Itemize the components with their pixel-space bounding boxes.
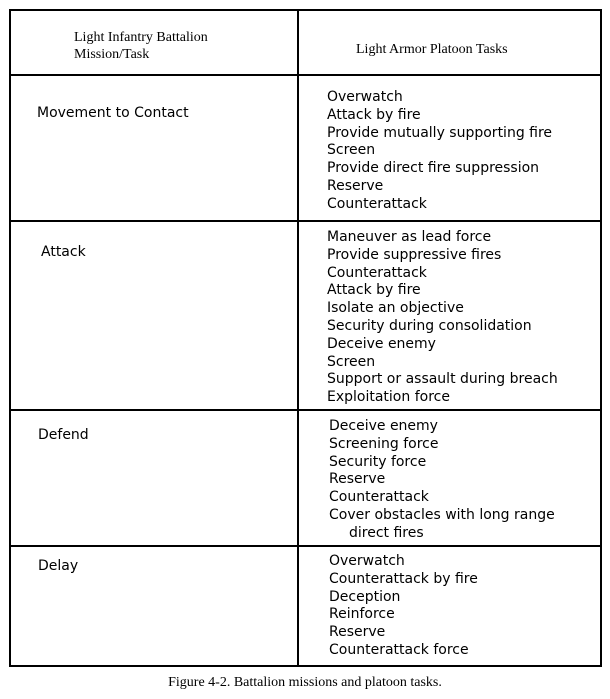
task-item: Maneuver as lead force <box>327 229 492 245</box>
missions-table <box>9 9 602 667</box>
task-item: Counterattack <box>329 489 429 506</box>
header-mission <box>74 29 208 63</box>
task-list-attack <box>327 229 558 407</box>
task-item: Attack by fire <box>327 282 421 299</box>
task-item: Deceive enemy <box>327 335 436 352</box>
task-item: Isolate an objective <box>327 300 464 317</box>
task-item: Provide mutually supporting fire <box>327 124 553 141</box>
mission-attack: Attack <box>41 244 86 260</box>
row-divider <box>11 220 600 222</box>
task-item: Support or assault during breach <box>327 371 558 388</box>
task-item: Counterattack by fire <box>329 570 478 587</box>
figure-caption: Figure 4-2. Battalion missions and platoon tasks. <box>168 675 442 690</box>
task-item: Reserve <box>329 471 386 488</box>
header-tasks: Light Armor Platoon Tasks <box>356 42 508 57</box>
column-divider <box>297 11 299 665</box>
task-item: Security force <box>329 453 427 470</box>
task-list-movement-to-contact <box>327 89 552 214</box>
row-divider <box>11 409 600 411</box>
task-list-delay <box>329 553 478 660</box>
task-item: Cover obstacles with long range <box>329 506 555 523</box>
mission-defend: Defend <box>38 427 89 443</box>
task-item: Screening force <box>329 435 439 452</box>
task-item-continuation: direct fires <box>349 524 424 541</box>
header-divider <box>11 74 600 76</box>
header-mission-line2: Mission/Task <box>74 47 150 62</box>
task-item: Deception <box>329 588 401 605</box>
row-divider <box>11 545 600 547</box>
task-item: Reserve <box>329 624 386 641</box>
task-list-defend <box>329 418 555 543</box>
task-item: Screen <box>327 142 376 159</box>
task-item: Reserve <box>327 177 384 194</box>
task-item: Exploitation force <box>327 389 450 406</box>
task-item: Counterattack <box>327 195 427 212</box>
mission-movement-to-contact: Movement to Contact <box>37 105 189 121</box>
header-mission-line1: Light Infantry Battalion <box>74 30 208 45</box>
task-item: Counterattack force <box>329 641 469 658</box>
task-item: Reinforce <box>329 606 395 623</box>
task-item: Deceive enemy <box>329 418 438 434</box>
task-item: Attack by fire <box>327 106 421 123</box>
task-item: Counterattack <box>327 264 427 281</box>
task-item: Security during consolidation <box>327 317 532 334</box>
task-item: Overwatch <box>329 553 405 569</box>
task-item: Overwatch <box>327 89 403 105</box>
task-item: Screen <box>327 353 376 370</box>
mission-delay: Delay <box>38 558 79 574</box>
task-item: Provide direct fire suppression <box>327 160 540 177</box>
task-item: Provide suppressive fires <box>327 246 502 263</box>
